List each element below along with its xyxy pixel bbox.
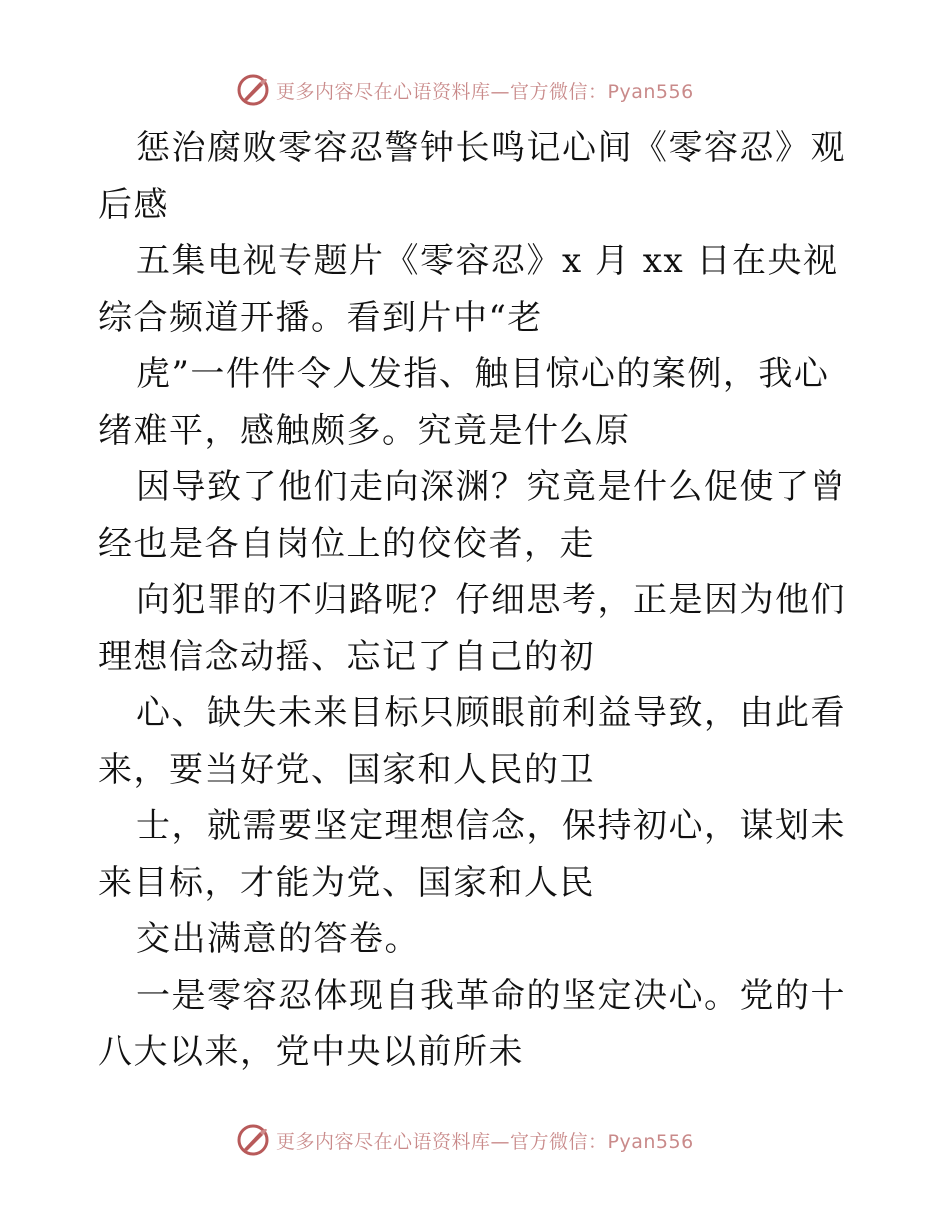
paragraph-6: 士，就需要坚定理想信念，保持初心，谋划未来目标，才能为党、国家和人民 [98, 806, 846, 903]
paragraph-1: 五集电视专题片《零容忍》x 月 xx 日在央视综合频道开播。看到片中“老 [98, 241, 839, 338]
document-body [98, 120, 858, 1081]
paragraph-5: 心、缺失未来目标只顾眼前利益导致，由此看来，要当好党、国家和人民的卫 [98, 693, 846, 790]
paragraph-4: 向犯罪的不归路呢？仔细思考，正是因为他们理想信念动摇、忘记了自己的初 [98, 580, 846, 677]
paragraph-3: 因导致了他们走向深渊？究竟是什么促使了曾经也是各自岗位上的佼佼者，走 [98, 467, 846, 564]
paragraph-8: 一是零容忍体现自我革命的坚定决心。党的十八大以来，党中央以前所未 [98, 975, 846, 1072]
paragraph-7: 交出满意的答卷。 [136, 919, 420, 959]
quill-pen-logo-icon [236, 73, 270, 107]
footer-banner [236, 1120, 694, 1160]
paragraph-2: 虎”一件件令人发指、触目惊心的案例，我心绪难平，感触颇多。究竟是什么原 [98, 354, 830, 451]
header-banner [236, 70, 694, 110]
header-banner-text: 更多内容尽在心语资料库—官方微信：Pyan556 [276, 80, 694, 103]
quill-pen-logo-icon [236, 1123, 270, 1157]
footer-banner-text: 更多内容尽在心语资料库—官方微信：Pyan556 [276, 1130, 694, 1153]
document-title: 惩治腐败零容忍警钟长鸣记心间《零容忍》观后感 [98, 128, 846, 225]
